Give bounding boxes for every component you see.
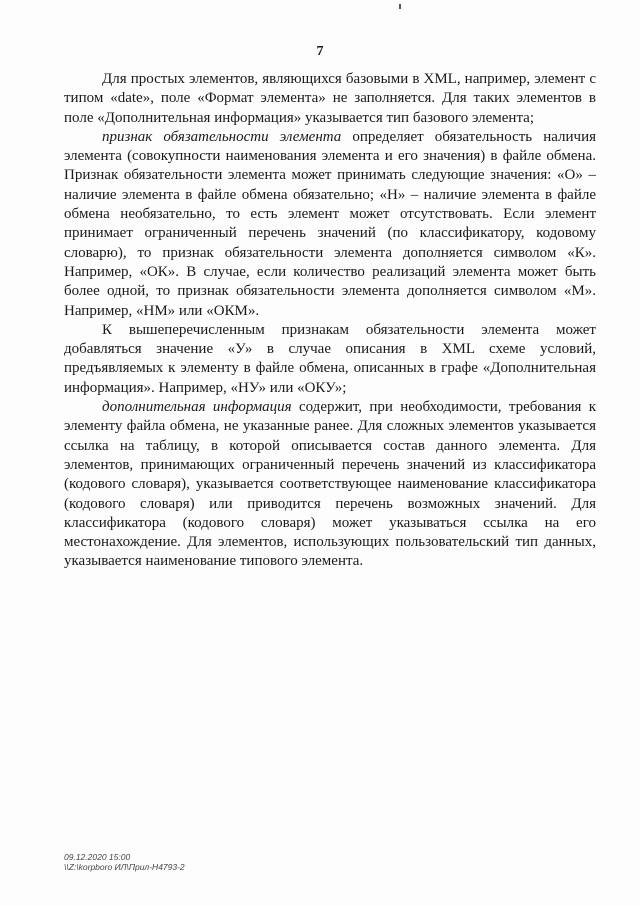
footer-file-path: \\Z:\korpboro ИЛ\Прил-Н4793-2 xyxy=(64,862,185,872)
paragraph-text: Для простых элементов, являющихся базовыми в XML, например, элемент с типом «date», поле «Формат элемента» не заполняется. Для таких элементов в поле «Дополнительная информация» указывается тип базового элемента; xyxy=(64,71,596,126)
scan-artifact xyxy=(399,4,401,9)
paragraph-additional-info xyxy=(64,398,596,572)
paragraph-mandatory-flag xyxy=(64,128,596,321)
paragraph-text: содержит, при необходимости, требования к элементу файла обмена, не указанные ранее. Для сложных элементов указывается ссылка на таблицу, в которой описывается состав данного элемента. Для элементов, принимающих ограниченный перечень значений из классификатора (кодового словаря), указывается соответствующее наименование классификатора (кодового словаря) или приводится перечень возможных значений. Для классификатора (кодового словаря) может указываться ссылка на его местонахождение. Для элементов, использующих пользовательский тип данных, указывается наименование типового элемента. xyxy=(64,399,596,570)
footer-date: 09.12.2020 15:00 xyxy=(64,852,131,862)
paragraph-term: дополнительная информация xyxy=(102,399,292,416)
paragraph-condition-flag xyxy=(64,321,596,398)
paragraph-text: определяет обязательность наличия элемента (совокупности наименования элемента и его значения) в файле обмена. Признак обязательности элемента может принимать следующие значения: «О» – наличие элемента в файле обмена обязательно; «Н» – наличие элемента в файле обмена необязательно, то есть элемент может отсутствовать. Если элемент принимает ограниченный перечень значений (по классификатору, кодовому словарю), то признак обязательности элемента дополняется символом «К». Например, «ОК». В случае, если количество реализаций элемента может быть более одной, то признак обязательности элемента дополняется символом «М». Например, «НМ» или «ОКМ». xyxy=(64,128,596,319)
page-number: 7 xyxy=(316,44,324,59)
paragraph-base-elements xyxy=(64,70,596,128)
paragraph-term: признак обязательности элемента xyxy=(102,128,342,145)
document-footer xyxy=(64,852,185,872)
paragraph-text: К вышеперечисленным признакам обязательности элемента может добавляться значение «У» в случае описания в XML схеме условий, предъявляемых к элементу в файле обмена, описанных в графе «Дополнительная информация». Например, «НУ» или «ОКУ»; xyxy=(64,321,596,396)
document-body xyxy=(64,70,596,572)
